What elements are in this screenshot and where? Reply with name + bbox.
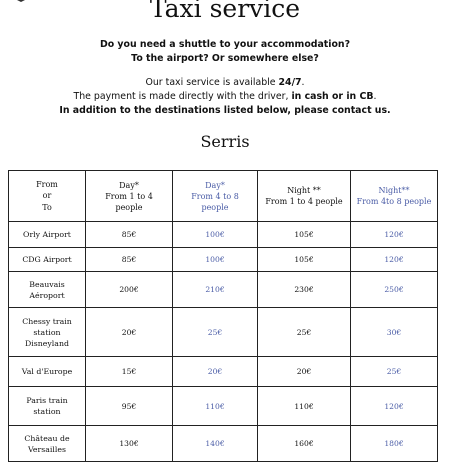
price-day-1-4: 95€ <box>86 387 173 426</box>
price-day-1-4: 200€ <box>86 272 173 308</box>
availability-text: Our taxi service is available 24/7. <box>145 77 305 88</box>
table-row <box>9 387 438 426</box>
table-header-row <box>9 171 438 222</box>
table-row <box>9 222 438 248</box>
table-row <box>9 308 438 357</box>
price-day-1-4: 85€ <box>86 248 173 272</box>
price-night-1-4: 110€ <box>258 387 351 426</box>
price-night-4-8: 120€ <box>351 387 438 426</box>
destination-cell: Orly Airport <box>9 222 86 248</box>
table-row <box>9 426 438 462</box>
airport-question: To the airport? Or somewhere else? <box>131 53 319 64</box>
destination-cell: CDG Airport <box>9 248 86 272</box>
destination-cell: Château de Versailles <box>9 426 86 462</box>
price-night-4-8: 120€ <box>351 222 438 248</box>
table-row <box>9 272 438 308</box>
price-day-1-4: 85€ <box>86 222 173 248</box>
header-day-4-8: Day* From 4 to 8 people <box>173 171 258 222</box>
price-night-4-8: 180€ <box>351 426 438 462</box>
price-night-4-8: 25€ <box>351 357 438 387</box>
price-day-4-8: 100€ <box>173 248 258 272</box>
header-night-4-8: Night** From 4to 8 people <box>351 171 438 222</box>
price-night-1-4: 160€ <box>258 426 351 462</box>
price-day-4-8: 110€ <box>173 387 258 426</box>
header-night-1-4: Night ** From 1 to 4 people <box>258 171 351 222</box>
table-row <box>9 248 438 272</box>
price-day-4-8: 100€ <box>173 222 258 248</box>
price-night-1-4: 25€ <box>258 308 351 357</box>
destination-cell: Val d'Europe <box>9 357 86 387</box>
payment-text: The payment is made directly with the driver, in cash or in CB. <box>73 91 377 102</box>
price-night-4-8: 120€ <box>351 248 438 272</box>
destination-cell: Paris train station <box>9 387 86 426</box>
city-heading: Serris <box>200 132 250 151</box>
price-day-1-4: 20€ <box>86 308 173 357</box>
price-night-1-4: 20€ <box>258 357 351 387</box>
price-day-4-8: 25€ <box>173 308 258 357</box>
price-day-4-8: 140€ <box>173 426 258 462</box>
table-row <box>9 357 438 387</box>
price-day-4-8: 20€ <box>173 357 258 387</box>
header-day-1-4: Day* From 1 to 4 people <box>86 171 173 222</box>
price-night-4-8: 30€ <box>351 308 438 357</box>
price-table <box>8 170 438 462</box>
destination-cell: Chessy train station Disneyland <box>9 308 86 357</box>
price-night-1-4: 105€ <box>258 248 351 272</box>
header-from-to: From or To <box>9 171 86 222</box>
contact-text: In addition to the destinations listed below, please contact us. <box>59 105 391 116</box>
price-day-4-8: 210€ <box>173 272 258 308</box>
price-day-1-4: 15€ <box>86 357 173 387</box>
destination-cell: Beauvais Aéroport <box>9 272 86 308</box>
price-night-4-8: 250€ <box>351 272 438 308</box>
page-title: Taxi service <box>149 0 301 23</box>
price-day-1-4: 130€ <box>86 426 173 462</box>
shuttle-question: Do you need a shuttle to your accommodation? <box>99 39 351 50</box>
price-night-1-4: 105€ <box>258 222 351 248</box>
price-night-1-4: 230€ <box>258 272 351 308</box>
